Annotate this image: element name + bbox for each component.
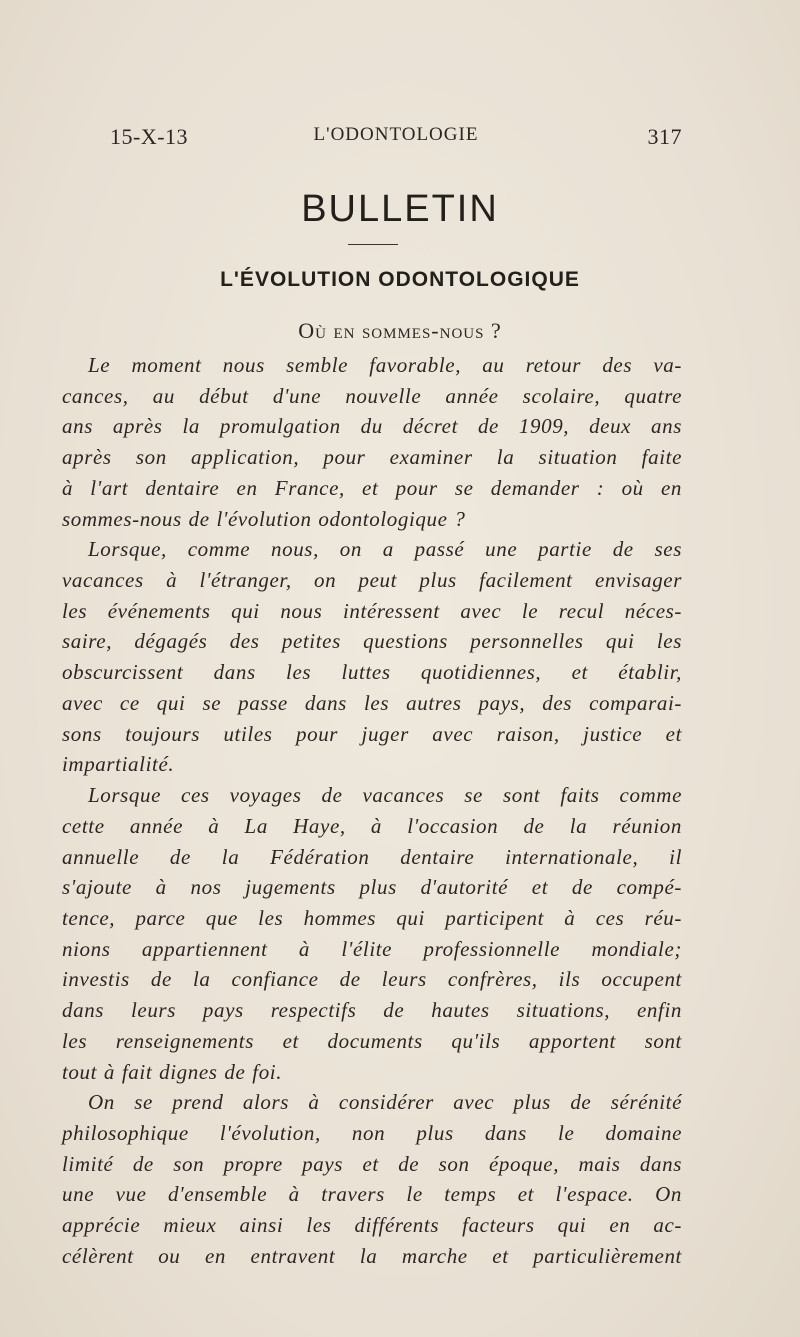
text-line: dans leurs pays respectifs de hautes situations, enfin bbox=[62, 998, 682, 1023]
text-line: après son application, pour examiner la situation faite bbox=[62, 445, 682, 470]
text-line: obscurcissent dans les luttes quotidiennes, et établir, bbox=[62, 660, 682, 685]
text-line: les renseignements et documents qu'ils apportent sont bbox=[62, 1028, 682, 1053]
article-subtitle: Où en sommes-nous ? bbox=[298, 318, 502, 343]
text-line: vacances à l'étranger, on peut plus facilement envisager bbox=[62, 568, 682, 593]
text-line: célèrent ou en entravent la marche et particulièrement bbox=[62, 1243, 682, 1268]
text-line: sommes-nous de l'évolution odontologique ? bbox=[62, 506, 466, 531]
text-line: nions appartiennent à l'élite professionnelle mondiale; bbox=[62, 936, 682, 961]
text-line: cances, au début d'une nouvelle année scolaire, quatre bbox=[62, 383, 682, 408]
text-line: philosophique l'évolution, non plus dans le domaine bbox=[62, 1120, 682, 1145]
article-body bbox=[62, 350, 682, 1272]
text-line: ans après la promulgation du décret de 1909, deux ans bbox=[62, 414, 682, 439]
text-line: s'ajoute à nos jugements plus d'autorité et de compé- bbox=[62, 875, 682, 900]
text-line: On se prend alors à considérer avec plus de sérénité bbox=[88, 1090, 682, 1115]
heading-divider bbox=[348, 244, 398, 245]
text-line: Lorsque ces voyages de vacances se sont faits comme bbox=[88, 783, 682, 808]
text-line: impartialité. bbox=[62, 752, 175, 777]
text-line: apprécie mieux ainsi les différents facteurs qui en ac- bbox=[62, 1213, 682, 1238]
header-journal-title: L'ODONTOLOGIE bbox=[313, 124, 479, 145]
running-header bbox=[110, 124, 682, 154]
header-date: 15-X-13 bbox=[110, 124, 189, 149]
text-line: sons toujours utiles pour juger avec raison, justice et bbox=[62, 721, 682, 746]
text-line: tout à fait dignes de foi. bbox=[62, 1059, 283, 1084]
text-line: Le moment nous semble favorable, au retour des va- bbox=[88, 353, 682, 377]
article-title: L'ÉVOLUTION ODONTOLOGIQUE bbox=[220, 268, 580, 291]
section-heading: BULLETIN bbox=[301, 188, 499, 230]
text-line: une vue d'ensemble à travers le temps et l'espace. On bbox=[62, 1182, 682, 1207]
header-page-number: 317 bbox=[647, 124, 682, 149]
text-line: Lorsque, comme nous, on a passé une partie de ses bbox=[88, 537, 682, 562]
text-line: avec ce qui se passe dans les autres pays, des comparai- bbox=[62, 690, 682, 715]
text-line: limité de son propre pays et de son époque, mais dans bbox=[62, 1151, 682, 1176]
text-line: investis de la confiance de leurs confrères, ils occupent bbox=[62, 967, 682, 992]
text-line: à l'art dentaire en France, et pour se demander : où en bbox=[62, 475, 682, 500]
text-line: tence, parce que les hommes qui participent à ces réu- bbox=[62, 905, 682, 930]
text-line: cette année à La Haye, à l'occasion de la réunion bbox=[62, 813, 682, 838]
text-line: saire, dégagés des petites questions personnelles qui les bbox=[62, 629, 682, 654]
text-line: annuelle de la Fédération dentaire internationale, il bbox=[62, 844, 682, 869]
text-line: les événements qui nous intéressent avec le recul néces- bbox=[62, 598, 682, 623]
